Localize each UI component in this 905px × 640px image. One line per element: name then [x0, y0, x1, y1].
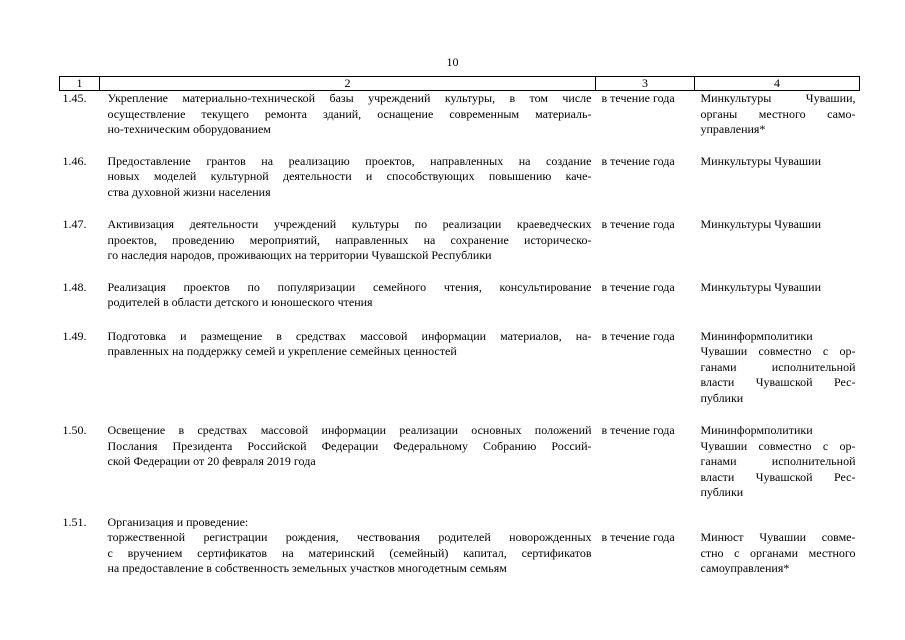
- text-line: Минюст Чувашии совме-: [700, 530, 856, 544]
- row-number: 1.49.: [62, 328, 87, 343]
- row-description: [100, 423, 596, 515]
- text-line: ганами исполнительной: [700, 454, 856, 468]
- text-line: проектов, проведению мероприятий, направленных на сохранение историческо-: [107, 232, 592, 247]
- row-responsible: [695, 91, 860, 154]
- table-row: [60, 515, 860, 531]
- row-description: [100, 154, 596, 218]
- row-number: [60, 530, 100, 577]
- table-row: [60, 91, 860, 154]
- text-line: Активизация деятельности учреждений культуры по реализации краеведческих: [107, 217, 592, 231]
- page-number: 10: [446, 55, 459, 69]
- row-responsible: [695, 530, 860, 577]
- row-description: [100, 217, 596, 280]
- text-line: родителей в области детского и юношеского чтения: [107, 295, 373, 309]
- text-line: новых моделей культурной деятельности и способствующих повышению каче-: [107, 169, 592, 183]
- table-row: [60, 423, 860, 515]
- text-line: Минкультуры Чувашии: [700, 153, 822, 168]
- text-line: правленных на поддержку семей и укрепление семейных ценностей: [107, 344, 457, 358]
- row-term: [596, 515, 695, 531]
- text-line: Чувашии совместно с ор-: [700, 438, 856, 453]
- row-term: в течение года: [601, 328, 675, 343]
- row-number: 1.45.: [62, 91, 87, 105]
- text-line: управления*: [700, 122, 766, 136]
- row-term: в течение года: [601, 153, 675, 168]
- row-description: [100, 329, 596, 424]
- text-line: Чувашии совместно с ор-: [700, 344, 856, 358]
- row-number: 1.50.: [62, 423, 87, 437]
- row-term: в течение года: [601, 279, 675, 294]
- row-responsible: [695, 154, 860, 218]
- row-responsible: [695, 515, 860, 531]
- column-header-4: 4: [695, 77, 860, 91]
- text-line: Освещение в средствах массовой информации реализации основных положений: [107, 423, 592, 437]
- row-description: [100, 280, 596, 329]
- row-term: в течение года: [601, 423, 675, 437]
- text-line: Минкультуры Чувашии: [700, 217, 822, 231]
- row-responsible: [695, 280, 860, 329]
- text-line: ской Федерации от 20 февраля 2019 года: [107, 454, 316, 468]
- text-line: Укрепление материально-технической базы учреждений культуры, в том числе: [107, 91, 592, 105]
- text-line: Реализация проектов по популяризации семейного чтения, консультирование: [107, 279, 592, 294]
- row-number: 1.48.: [62, 279, 87, 294]
- row-description: [100, 530, 596, 577]
- text-line: Минкультуры Чувашии,: [700, 91, 856, 105]
- text-line: самоуправления*: [700, 561, 790, 575]
- text-line: власти Чувашской Рес-: [700, 375, 856, 389]
- text-line: ганами исполнительной: [700, 359, 856, 374]
- text-line: публики: [700, 390, 744, 405]
- text-line: Подготовка и размещение в средствах массовой информации материалов, на-: [107, 328, 592, 343]
- text-line: Мининформполитики: [700, 328, 813, 343]
- text-line: Минкультуры Чувашии: [700, 279, 822, 294]
- row-description: [100, 91, 596, 154]
- text-line: Предоставление грантов на реализацию проектов, направленных на создание: [107, 153, 592, 168]
- row-description: [100, 515, 596, 531]
- text-line: торжественной регистрации рождения, чествования родителей новорожденных: [107, 530, 592, 544]
- plan-table: [59, 76, 860, 577]
- row-number: 1.51.: [62, 514, 87, 529]
- table-row: [60, 329, 860, 424]
- text-line: ства духовной жизни населения: [107, 184, 271, 199]
- column-header-1: 1: [60, 77, 100, 91]
- text-line: Организация и проведение:: [107, 514, 249, 529]
- text-line: Мининформполитики: [700, 423, 813, 437]
- column-header-2: 2: [100, 77, 596, 91]
- text-line: публики: [700, 485, 744, 499]
- row-responsible: [695, 423, 860, 515]
- table-row: [60, 154, 860, 218]
- row-term: в течение года: [601, 530, 675, 544]
- row-responsible: [695, 329, 860, 424]
- row-number: 1.46.: [62, 153, 87, 168]
- table-header-row: [60, 77, 860, 91]
- row-responsible: [695, 217, 860, 280]
- text-line: го наследия народов, проживающих на территории Чувашской Республики: [107, 248, 492, 262]
- text-line: власти Чувашской Рес-: [700, 469, 856, 484]
- table-row: [60, 280, 860, 329]
- text-line: стно с органами местного: [700, 545, 856, 560]
- text-line: органы местного само-: [700, 106, 856, 121]
- row-term: в течение года: [601, 217, 675, 231]
- text-line: но-техническим оборудованием: [107, 122, 271, 136]
- text-line: на предоставление в собственность земельных участков многодетным семьям: [107, 561, 507, 575]
- table-row: [60, 530, 860, 577]
- row-term: в течение года: [601, 91, 675, 105]
- text-line: Послания Президента Российской Федерации Федеральному Собранию Россий-: [107, 438, 592, 453]
- row-number: 1.47.: [62, 217, 87, 231]
- column-header-3: 3: [596, 77, 695, 91]
- table-row: [60, 217, 860, 280]
- text-line: с вручением сертификатов на материнский (семейный) капитал, сертификатов: [107, 545, 592, 560]
- text-line: осуществление текущего ремонта зданий, оснащение современным материаль-: [107, 106, 592, 121]
